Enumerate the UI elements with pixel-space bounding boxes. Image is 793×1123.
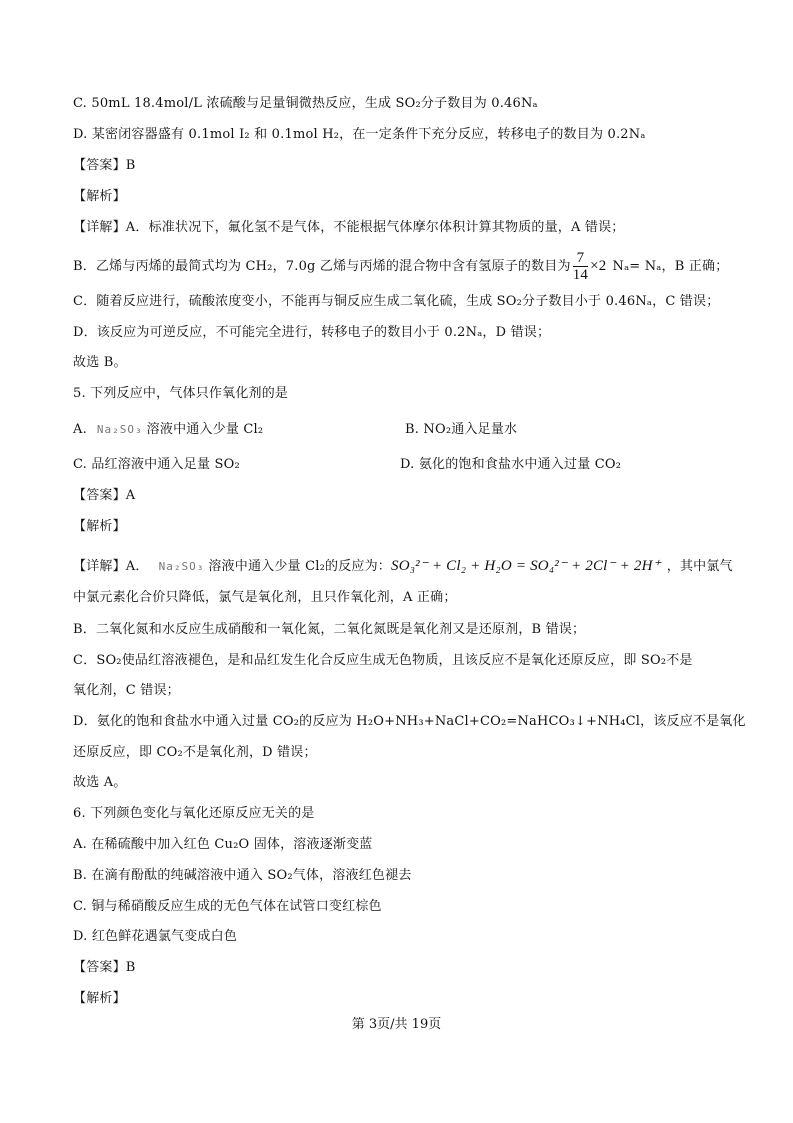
option-c: C. 50mL 18.4mol/L 浓硫酸与足量铜微热反应，生成 SO₂分子数目为 0.46Nₐ	[73, 96, 538, 111]
q6-option-b: B. 在滴有酚酞的纯碱溶液中通入 SO₂气体，溶液红色褪去	[73, 868, 412, 883]
q5-option-b: B. NO₂通入足量水	[405, 422, 518, 437]
q5-option-d: D. 氨化的饱和食盐水中通入过量 CO₂	[400, 457, 622, 472]
answer-label-5: 【答案】A	[73, 488, 136, 503]
detail5-c1: C．SO₂使品红溶液褪色，是和品红发生化合反应生成无色物质，且该反应不是氧化还原反应，即 SO₂不是	[73, 653, 693, 668]
q6-option-c: C. 铜与稀硝酸反应生成的无色气体在试管口变红棕色	[73, 899, 382, 914]
detail5-a-prefix: 【详解】A．	[73, 559, 149, 574]
q6-option-d: D. 红色鲜花遇氯气变成白色	[73, 929, 238, 944]
detail5-b: B．二氧化氮和水反应生成硝酸和一氧化氮，二氧化氮既是氧化剂又是还原剂，B 错误；	[73, 622, 586, 637]
q5-option-a-label: A.	[73, 422, 87, 437]
detail5-a	[73, 556, 753, 577]
detail5-a-post: ，其中氯气	[666, 559, 733, 574]
detail5-a2: 中氯元素化合价只降低，氯气是氧化剂，且只作氧化剂，A 正确；	[73, 590, 457, 605]
choose-line: 故选 B。	[73, 355, 127, 370]
q6-option-a: A. 在稀硫酸中加入红色 Cu₂O 固体，溶液逐渐变蓝	[73, 837, 373, 852]
fraction-numerator: 7	[573, 250, 588, 267]
detail-b-text: B．乙烯与丙烯的最简式均为 CH₂，7.0g 乙烯与丙烯的混合物中含有氢原子的数目为	[73, 259, 571, 274]
q5-option-c: C. 品红溶液中通入足量 SO₂	[73, 457, 240, 472]
page-footer: 第 3页/共 19页	[351, 1017, 442, 1032]
q5-option-a-text: 溶液中通入少量 Cl₂	[146, 422, 264, 437]
analysis-label-6: 【解析】	[73, 991, 126, 1006]
detail-d: D．该反应为可逆反应，不可能完全进行，转移电子的数目小于 0.2Nₐ，D 错误；	[73, 325, 551, 340]
detail-b	[73, 250, 753, 283]
answer-label: 【答案】B	[73, 158, 136, 173]
na2so3-formula-image-2: Na₂SO₃	[158, 560, 205, 573]
option-d: D. 某密闭容器盛有 0.1mol I₂ 和 0.1mol H₂，在一定条件下充分反应，转移电子的数目为 0.2Nₐ	[73, 127, 646, 142]
detail-c: C．随着反应进行，硫酸浓度变小，不能再与铜反应生成二氧化硫，生成 SO₂分子数目小于 0.46Nₐ，C 错误；	[73, 294, 720, 309]
detail5-d2: 还原反应，即 CO₂不是氧化剂，D 错误；	[73, 745, 317, 760]
detail5-a-mid: 溶液中通入少量 Cl₂的反应为：	[208, 559, 391, 574]
detail-b-result: Nₐ= Nₐ，B 正确；	[612, 259, 729, 274]
detail5-c2: 氧化剂，C 错误；	[73, 683, 180, 698]
reaction-equation: SO₃²⁻ + Cl₂ + H₂O = SO₄²⁻ + 2Cl⁻ + 2H⁺	[391, 558, 661, 574]
analysis-label-5: 【解析】	[73, 519, 126, 534]
fraction	[573, 250, 588, 283]
answer-label-6: 【答案】B	[73, 960, 136, 975]
analysis-label: 【解析】	[73, 189, 126, 204]
question-6: 6. 下列颜色变化与氧化还原反应无关的是	[73, 806, 315, 821]
detail5-d1: D．氨化的饱和食盐水中通入过量 CO₂的反应为 H₂O+NH₃+NaCl+CO₂=NaHCO₃↓+NH₄Cl，该反应不是氧化	[73, 714, 746, 729]
na2so3-formula-image: Na₂SO₃	[96, 423, 143, 436]
choose-line-5: 故选 A。	[73, 775, 127, 790]
detail-a: 【详解】A．标准状况下，氟化氢不是气体，不能根据气体摩尔体积计算其物质的量，A 错误；	[73, 220, 625, 235]
fraction-multiplier: ×2	[590, 258, 607, 274]
fraction-denominator: 14	[572, 267, 589, 283]
question-5: 5. 下列反应中，气体只作氧化剂的是	[73, 386, 289, 401]
